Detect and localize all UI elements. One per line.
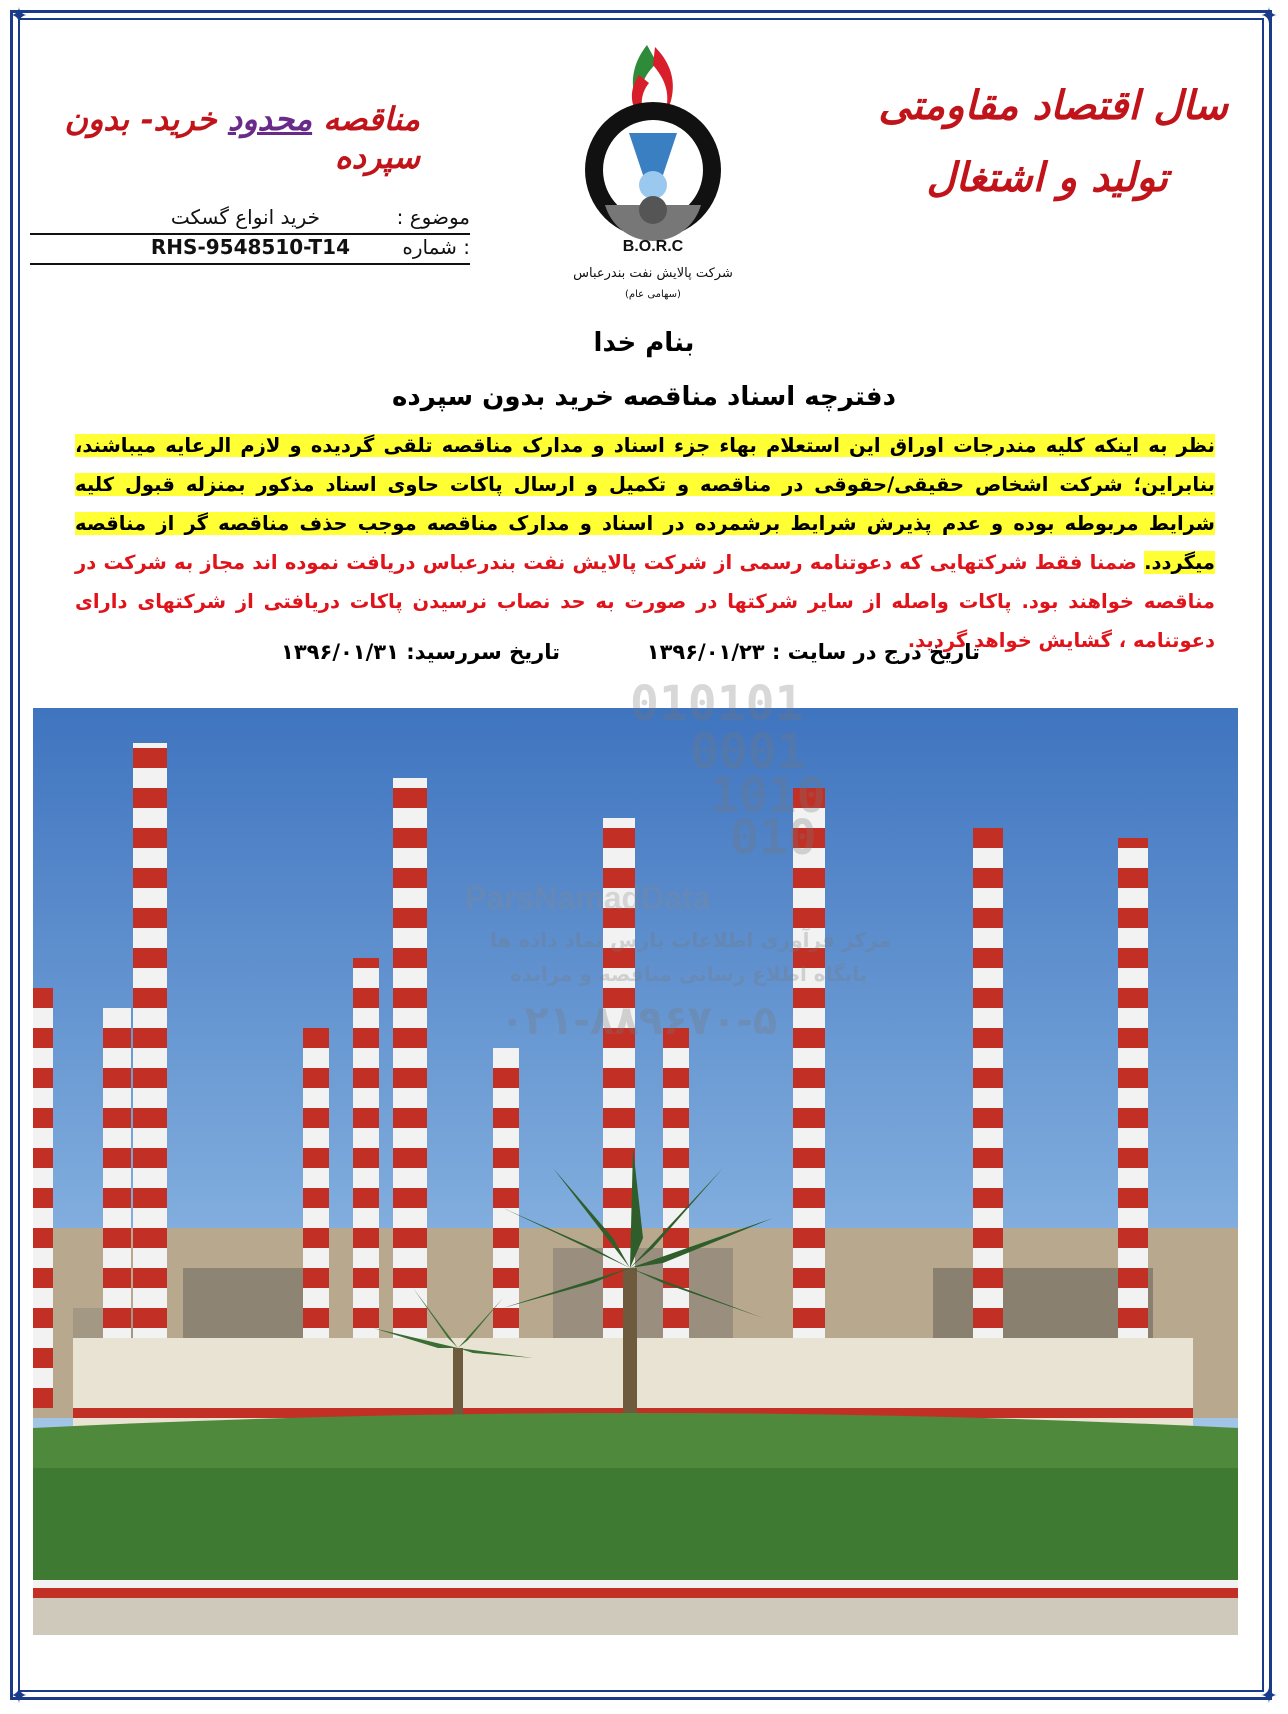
corner-ornament-icon: ✦ [1259,4,1279,29]
document-title: دفترچه اسناد مناقصه خرید بدون سپرده [392,382,896,412]
corner-ornament-icon: ✦ [9,4,29,29]
tender-type-heading [40,100,420,176]
borc-logo-icon [535,35,775,310]
subject-label: موضوع : [396,205,470,229]
tender-highlight: محدود [227,100,313,138]
subject-row [30,205,470,235]
watermark-binary-2: 0001 [690,724,806,780]
post-date: تاریخ درج در سایت : ۱۳۹۶/۰۱/۲۳ [646,640,980,664]
year-slogan [858,70,1228,214]
tender-prefix: مناقصه [312,100,420,138]
basmala: بنام خدا [593,328,695,358]
watermark-binary-1: 010101 [630,676,804,732]
watermark-phone: ۰۲۱-۸۸۹۶۷۰-۵ [500,998,778,1044]
number-row [30,235,470,265]
invitation-notice: ضمنا فقط شرکتهایی که دعوتنامه رسمی از شرکت پالایش نفت بندرعباس دریافت نموده اند مجاز به شرکت در مناقصه خواهند بود. پاکات واصله از سایر شرکتها در صورت به حد نصاب نرسیدن پاکات دریافتی از شرکتهای دارای دعوتنامه ، گشایش خواهد گردید. [75,551,1215,652]
terms-highlighted: نظر به اینکه کلیه مندرجات اوراق این استعلام بهاء جزء اسناد و مدارک مناقصه تلقی گردیده و لازم الرعایه میباشند، بنابراین؛ شرکت اشخاص حقیقی/حقوقی در مناقصه و تکمیل و ارسال پاکات حاوی اسناد مذکور بمنزله قبول کلیه شرایط مربوطه بوده و عدم پذیرش شرایط برشمرده در اسناد و مدارک مناقصه موجب حذف مناقصه گر از مناقصه میگردد. [75,434,1215,574]
refinery-photo [33,708,1238,1635]
logo-company-type: (سهامی عام) [625,289,681,300]
slogan-line-2: تولید و اشتغال [926,154,1168,201]
terms-paragraph [75,426,1215,660]
watermark-line-2: پایگاه اطلاع رسانی مناقصه و مزایده [510,962,868,986]
slogan-line-1: سال اقتصاد مقاومتی [878,82,1228,129]
number-label: : شماره [402,235,470,259]
refinery-image [33,708,1238,1635]
tender-number: RHS-9548510-T14 [150,235,350,259]
logo-company-name: شرکت پالایش نفت بندرعباس [573,266,733,281]
watermark-brand: ParsNamadData [465,880,711,916]
corner-ornament-icon: ✦ [9,1684,29,1709]
logo-letters: B.O.R.C [622,238,684,255]
due-date: تاریخ سررسید: ۱۳۹۶/۰۱/۳۱ [281,640,560,664]
watermark-binary-4: 010 [730,810,817,866]
corner-ornament-icon: ✦ [1259,1684,1279,1709]
tender-suffix: خرید- بدون سپرده [64,100,420,176]
watermark-binary-3: 1010 [710,768,826,824]
company-logo [535,35,775,310]
tender-meta [30,205,470,265]
watermark-line-1: مرکز فرآوری اطلاعات پارس نماد داده ها [490,928,891,952]
subject-value: خرید انواع گسکت [170,205,320,229]
